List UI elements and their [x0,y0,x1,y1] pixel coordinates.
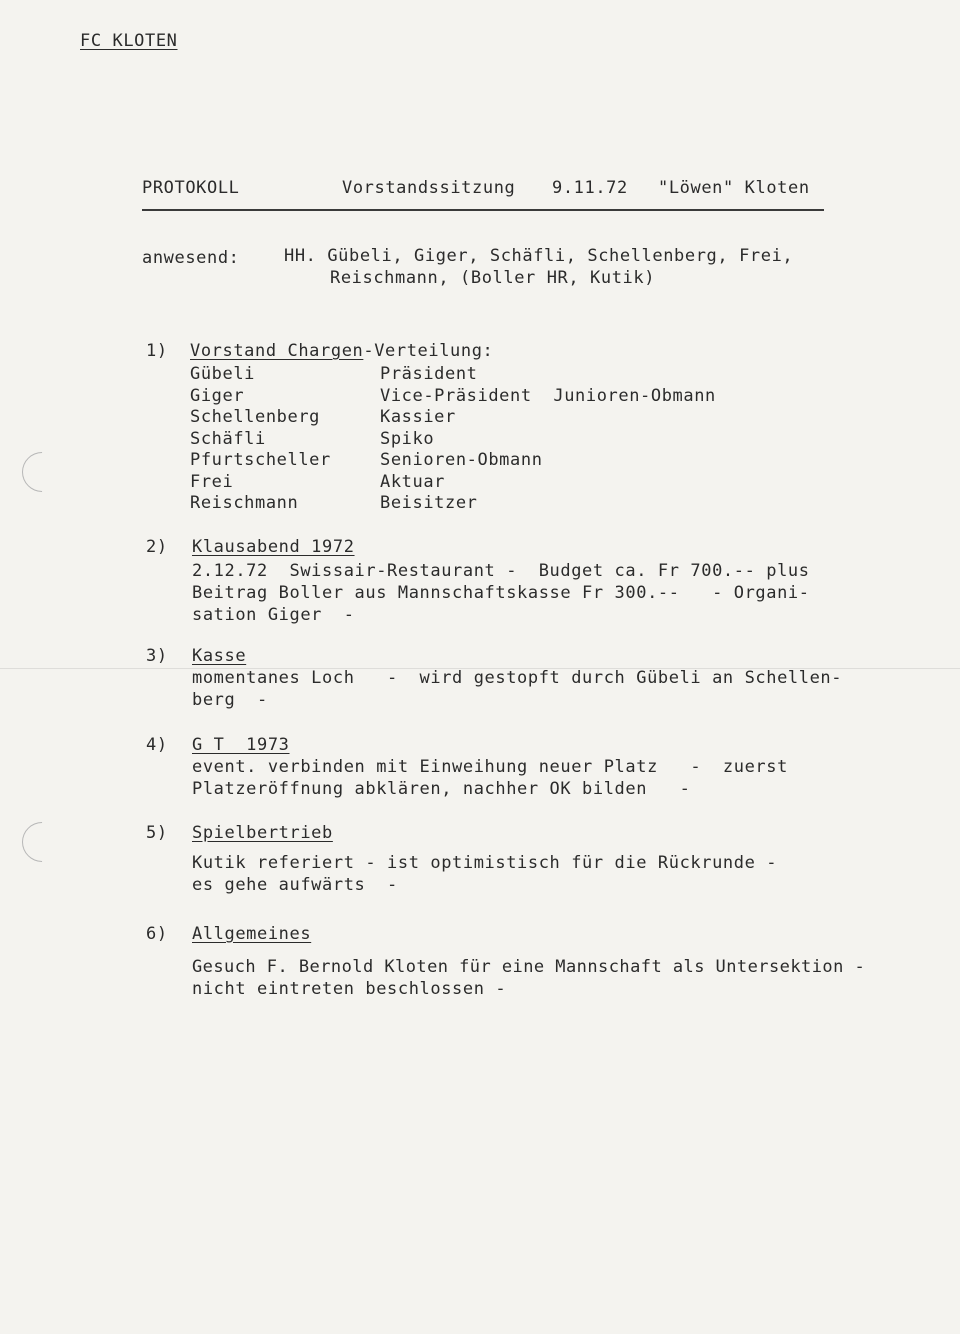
item-line: Kutik referiert - ist optimistisch für die Rückrunde - [192,853,778,873]
punch-hole-top [14,444,71,501]
role-name: Giger [190,386,245,406]
item-line: berg - [192,690,268,710]
item-title: Klausabend 1972 [192,537,355,557]
role-name: Schäfli [190,429,266,449]
role-name: Pfurtscheller [190,450,331,470]
role-title: Senioren-Obmann [380,450,543,470]
role-name: Reischmann [190,493,299,513]
item-line: 2.12.72 Swissair-Restaurant - Budget ca. Fr 700.-- plus [192,561,810,581]
role-title: Spiko [380,429,435,449]
item-number: 6) [146,924,168,944]
item-title: Spielbertrieb [192,823,333,843]
item-title: G T 1973 [192,735,290,755]
item-line: sation Giger - [192,605,355,625]
attendance-line-2: Reischmann, (Boller HR, Kutik) [330,268,656,288]
item-number: 5) [146,823,168,843]
item-number: 2) [146,537,168,557]
item-title-underlined: Vorstand Chargen [190,341,364,361]
role-name: Frei [190,472,234,492]
role-title: Vice-Präsident Junioren-Obmann [380,386,716,406]
item-title-rest: -Verteilung: [363,341,494,361]
item-line: event. verbinden mit Einweihung neuer Platz - zuerst [192,757,788,777]
item-line: Gesuch F. Bernold Kloten für eine Mannschaft als Untersektion - [192,957,866,977]
item-line: es gehe aufwärts - [192,875,398,895]
attendance-line-1: HH. Gübeli, Giger, Schäfli, Schellenberg, Frei, [284,246,794,266]
role-title: Aktuar [380,472,446,492]
item-title: Kasse [192,646,247,666]
item-line: nicht eintreten beschlossen - [192,979,507,999]
role-name: Gübeli [190,364,256,384]
club-name: FC KLOTEN [80,31,178,51]
item-title: Allgemeines [192,924,312,944]
header-rule [142,209,824,211]
item-line: Platzeröffnung abklären, nachher OK bilden - [192,779,691,799]
meeting-type: Vorstandssitzung [342,178,516,198]
protokoll-label: PROTOKOLL [142,178,240,198]
role-title: Beisitzer [380,493,478,513]
role-title: Präsident [380,364,478,384]
item-line: momentanes Loch - wird gestopft durch Gübeli an Schellen- [192,668,843,688]
role-title: Kassier [380,407,456,427]
punch-hole-bottom [14,814,71,871]
meeting-date: 9.11.72 [552,178,628,198]
role-name: Schellenberg [190,407,321,427]
item-number: 1) [146,341,168,361]
item-number: 4) [146,735,168,755]
item-title [190,340,493,362]
item-number: 3) [146,646,168,666]
attendance-label: anwesend: [142,248,240,268]
item-line: Beitrag Boller aus Mannschaftskasse Fr 300.-- - Organi- [192,583,810,603]
meeting-location: "Löwen" Kloten [658,178,810,198]
